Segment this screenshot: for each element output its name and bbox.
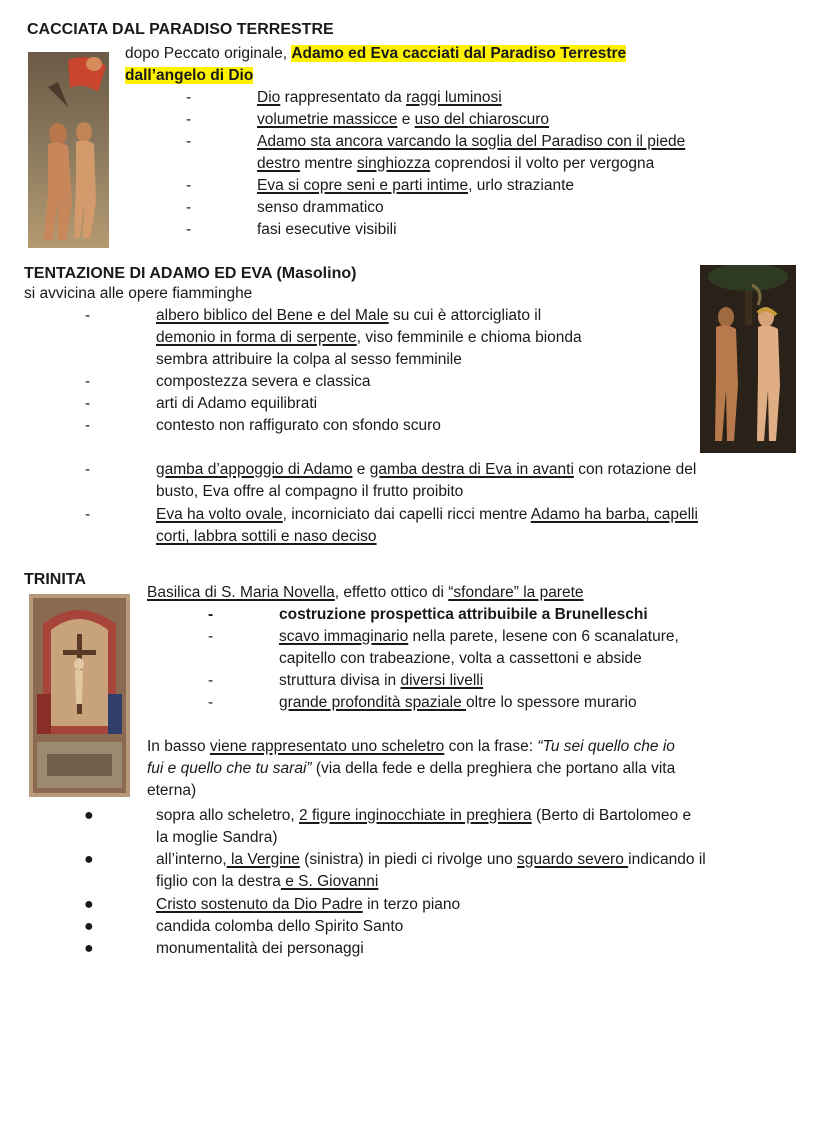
- bullet-dash: [186, 198, 191, 218]
- bullet-dot: ●: [84, 851, 94, 868]
- text: all’interno,: [156, 851, 227, 868]
- text: , effetto ottico di: [334, 584, 449, 601]
- trinita-detail-2-line2: [156, 872, 378, 892]
- underlined-text: singhiozza: [356, 155, 431, 172]
- text: struttura divisa in: [279, 672, 401, 689]
- tentazione-item-5-line1: [156, 460, 696, 480]
- painting-trinita-thumbnail: [29, 594, 130, 797]
- trinita-paragraph-line2: [147, 759, 675, 779]
- underlined-text: uso del chiaroscuro: [414, 111, 550, 128]
- underlined-text: Dio: [257, 89, 281, 106]
- underlined-text: gamba destra di Eva in avanti: [369, 461, 574, 478]
- painting-cacciata-thumbnail: [28, 52, 109, 248]
- tentazione-item-6-line1: [156, 505, 698, 525]
- text: in terzo piano: [362, 896, 461, 913]
- trinita-paragraph-line1: [147, 737, 675, 757]
- underlined-text: sguardo severo: [517, 851, 629, 868]
- bullet-dash: [85, 460, 90, 480]
- quote-text: “Tu sei quello che io: [537, 738, 675, 755]
- text: sopra allo scheletro,: [156, 807, 300, 824]
- trinita-image: [29, 594, 130, 797]
- text: , incorniciato dai capelli ricci mentre: [282, 506, 531, 523]
- underlined-text: corti, labbra sottili e naso deciso: [156, 528, 377, 545]
- text: (via della fede e della preghiera che portano alla vita: [311, 760, 676, 777]
- tentazione-item-5-line2: busto, Eva offre al compagno il frutto proibito: [156, 483, 464, 500]
- bullet-dash: [85, 416, 90, 436]
- bullet-dash: [186, 220, 191, 240]
- text: (sinistra) in piedi ci rivolge uno: [299, 851, 517, 868]
- underlined-text: Adamo sta ancora varcando la soglia del Paradiso con il piede: [257, 133, 686, 150]
- bullet-dash: [208, 605, 213, 625]
- bullet-dash: [85, 306, 90, 326]
- cacciata-intro-line2: [125, 66, 253, 86]
- highlighted-text: dall’angelo di Dio: [125, 67, 254, 84]
- text: figlio con la destra: [156, 873, 281, 890]
- text: rappresentato da: [280, 89, 407, 106]
- text: mentre: [300, 155, 357, 172]
- underlined-text: demonio in forma di serpente: [156, 329, 357, 346]
- section-title-trinita: TRINITA: [24, 571, 86, 588]
- section-title-tentazione: TENTAZIONE DI ADAMO ED EVA (Masolino): [24, 265, 357, 282]
- text: , urlo straziante: [468, 177, 575, 194]
- text: e: [397, 111, 415, 128]
- cacciata-item-6: fasi esecutive visibili: [257, 221, 397, 238]
- bullet-dash: [208, 671, 213, 691]
- underlined-text: viene rappresentato uno scheletro: [209, 738, 445, 755]
- bullet-dot: ●: [84, 918, 94, 935]
- bullet-dash: [186, 176, 191, 196]
- text: (Berto di Bartolomeo e: [531, 807, 692, 824]
- bullet-dot: ●: [84, 807, 94, 824]
- underlined-text: albero biblico del Bene e del Male: [156, 307, 389, 324]
- bullet-dash: [186, 132, 191, 152]
- text: oltre lo spessore murario: [466, 694, 637, 711]
- cacciata-item-4: [257, 176, 574, 196]
- underlined-text: scavo immaginario: [279, 628, 409, 645]
- underlined-text: gamba d’appoggio di Adamo: [156, 461, 353, 478]
- text: nella parete, lesene con 6 scanalature,: [408, 628, 679, 645]
- trinita-intro: [147, 583, 584, 603]
- tentazione-intro: si avvicina alle opere fiamminghe: [24, 285, 253, 302]
- trinita-item-2-line2: capitello con trabeazione, volta a cassettoni e abside: [279, 650, 642, 667]
- bullet-dot: ●: [84, 940, 94, 957]
- underlined-text: 2 figure inginocchiate in preghiera: [299, 807, 532, 824]
- trinita-detail-5: monumentalità dei personaggi: [156, 940, 364, 957]
- bullet-dash: [186, 88, 191, 108]
- quote-text: fui e quello che tu sarai”: [147, 760, 312, 777]
- text: coprendosi il volto per vergogna: [430, 155, 655, 172]
- tentazione-item-6-line2: [156, 527, 377, 547]
- tentazione-item-1-line3: sembra attribuire la colpa al sesso femminile: [156, 351, 462, 368]
- underlined-text: volumetrie massicce: [257, 111, 398, 128]
- tentazione-image: [700, 265, 796, 453]
- trinita-item-4: [279, 693, 637, 713]
- tentazione-item-4: contesto non raffigurato con sfondo scuro: [156, 417, 441, 434]
- section-title-cacciata: CACCIATA DAL PARADISO TERRESTRE: [27, 21, 334, 38]
- highlighted-text: Adamo ed Eva cacciati dal Paradiso Terrestre: [291, 45, 627, 62]
- tentazione-item-1-line1: [156, 306, 541, 326]
- bullet-dash: [186, 110, 191, 130]
- underlined-text: “sfondare” la parete: [448, 584, 584, 601]
- text: indicando il: [628, 851, 706, 868]
- underlined-text: la Vergine: [226, 851, 300, 868]
- cacciata-intro-line1: [125, 44, 626, 64]
- trinita-detail-4: candida colomba dello Spirito Santo: [156, 918, 404, 935]
- underlined-text: Cristo sostenuto da Dio Padre: [156, 896, 363, 913]
- underlined-text: Basilica di S. Maria Novella: [147, 584, 335, 601]
- bullet-dash: [208, 627, 213, 647]
- text: su cui è attorcigliato il: [388, 307, 542, 324]
- bullet-dash: [85, 505, 90, 525]
- text: , viso femminile e chioma bionda: [356, 329, 582, 346]
- cacciata-item-3-line2: [257, 154, 654, 174]
- underlined-text: Eva ha volto ovale: [156, 506, 283, 523]
- trinita-item-2-line1: [279, 627, 679, 647]
- bullet-dash: [85, 372, 90, 392]
- cacciata-image: [28, 52, 109, 248]
- trinita-detail-2-line1: [156, 850, 706, 870]
- intro-text: dopo Peccato originale,: [125, 45, 292, 62]
- cacciata-item-3-line1: [257, 132, 685, 152]
- tentazione-item-3: arti di Adamo equilibrati: [156, 395, 318, 412]
- trinita-item-3: [279, 671, 483, 691]
- underlined-text: destro: [257, 155, 301, 172]
- text: In basso: [147, 738, 210, 755]
- tentazione-item-2: compostezza severa e classica: [156, 373, 371, 390]
- trinita-detail-3: [156, 895, 460, 915]
- underlined-text: Eva si copre seni e parti intime: [257, 177, 469, 194]
- tentazione-item-1-line2: [156, 328, 582, 348]
- trinita-item-1: costruzione prospettica attribuibile a Brunelleschi: [279, 606, 648, 623]
- bullet-dash: [85, 394, 90, 414]
- text: e: [352, 461, 370, 478]
- underlined-text: raggi luminosi: [406, 89, 502, 106]
- trinita-detail-1-line2: la moglie Sandra): [156, 829, 278, 846]
- painting-tentazione-thumbnail: [700, 265, 796, 453]
- text: con la frase:: [444, 738, 538, 755]
- bullet-dot: ●: [84, 896, 94, 913]
- underlined-text: grande profondità spaziale: [279, 694, 466, 711]
- cacciata-item-1: [257, 88, 502, 108]
- bullet-dash: [208, 693, 213, 713]
- text: con rotazione del: [573, 461, 697, 478]
- trinita-paragraph-line3: eterna): [147, 782, 197, 799]
- underlined-text: diversi livelli: [400, 672, 484, 689]
- underlined-text: e S. Giovanni: [280, 873, 379, 890]
- cacciata-item-2: [257, 110, 549, 130]
- underlined-text: Adamo ha barba, capelli: [530, 506, 698, 523]
- cacciata-item-5: senso drammatico: [257, 199, 384, 216]
- trinita-detail-1-line1: [156, 806, 691, 826]
